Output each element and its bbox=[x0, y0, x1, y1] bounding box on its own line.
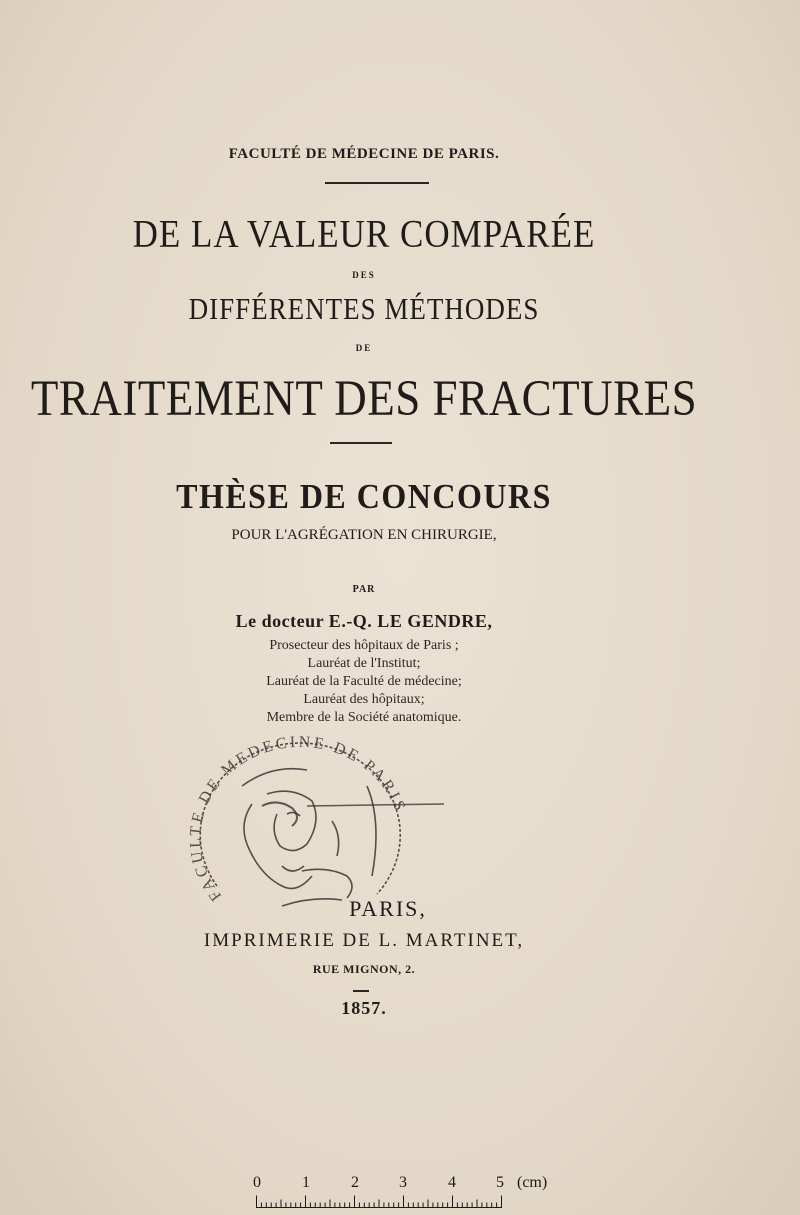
title-line-3: TRAITEMENT DES FRACTURES bbox=[30, 370, 698, 426]
scale-label: 4 bbox=[448, 1174, 456, 1191]
author-affiliation: Membre de la Société anatomique. bbox=[266, 710, 462, 725]
par-label: PAR bbox=[352, 584, 376, 595]
author-affiliation: Prosecteur des hôpitaux de Paris ; bbox=[269, 638, 459, 653]
title-line-1: DE LA VALEUR COMPARÉE bbox=[132, 211, 596, 256]
divider-rule bbox=[325, 182, 429, 184]
scale-unit: (cm) bbox=[517, 1174, 548, 1191]
stamp-text: FACULTE DE MEDECINE DE PARIS bbox=[187, 733, 410, 905]
scale-label: 3 bbox=[399, 1174, 407, 1191]
title-connector-de: DE bbox=[355, 343, 373, 353]
author-name: Le docteur E.-Q. LE GENDRE, bbox=[235, 611, 493, 631]
faculty-heading: FACULTÉ DE MÉDECINE DE PARIS. bbox=[228, 146, 500, 162]
scale-label: 0 bbox=[253, 1174, 261, 1191]
title-connector-des: DES bbox=[352, 270, 376, 280]
divider-rule bbox=[330, 442, 392, 444]
imprint-city: PARIS, bbox=[349, 896, 427, 921]
thesis-subheading: POUR L'AGRÉGATION EN CHIRURGIE, bbox=[231, 527, 497, 543]
author-affiliation: Lauréat de la Faculté de médecine; bbox=[266, 674, 462, 689]
author-affiliation: Lauréat de l'Institut; bbox=[307, 656, 421, 671]
scale-ruler bbox=[256, 1195, 502, 1208]
author-affiliation: Lauréat des hôpitaux; bbox=[303, 692, 425, 707]
thesis-heading: THÈSE DE CONCOURS bbox=[176, 476, 552, 516]
scale-label: 1 bbox=[302, 1174, 310, 1191]
title-line-2: DIFFÉRENTES MÉTHODES bbox=[188, 292, 540, 326]
imprint-printer: IMPRIMERIE DE L. MARTINET, bbox=[203, 930, 525, 951]
divider-rule bbox=[353, 990, 369, 992]
scale-label: 5 bbox=[496, 1174, 504, 1191]
scale-label: 2 bbox=[351, 1174, 359, 1191]
imprint-year: 1857. bbox=[341, 998, 387, 1018]
imprint-address: RUE MIGNON, 2. bbox=[312, 962, 416, 976]
